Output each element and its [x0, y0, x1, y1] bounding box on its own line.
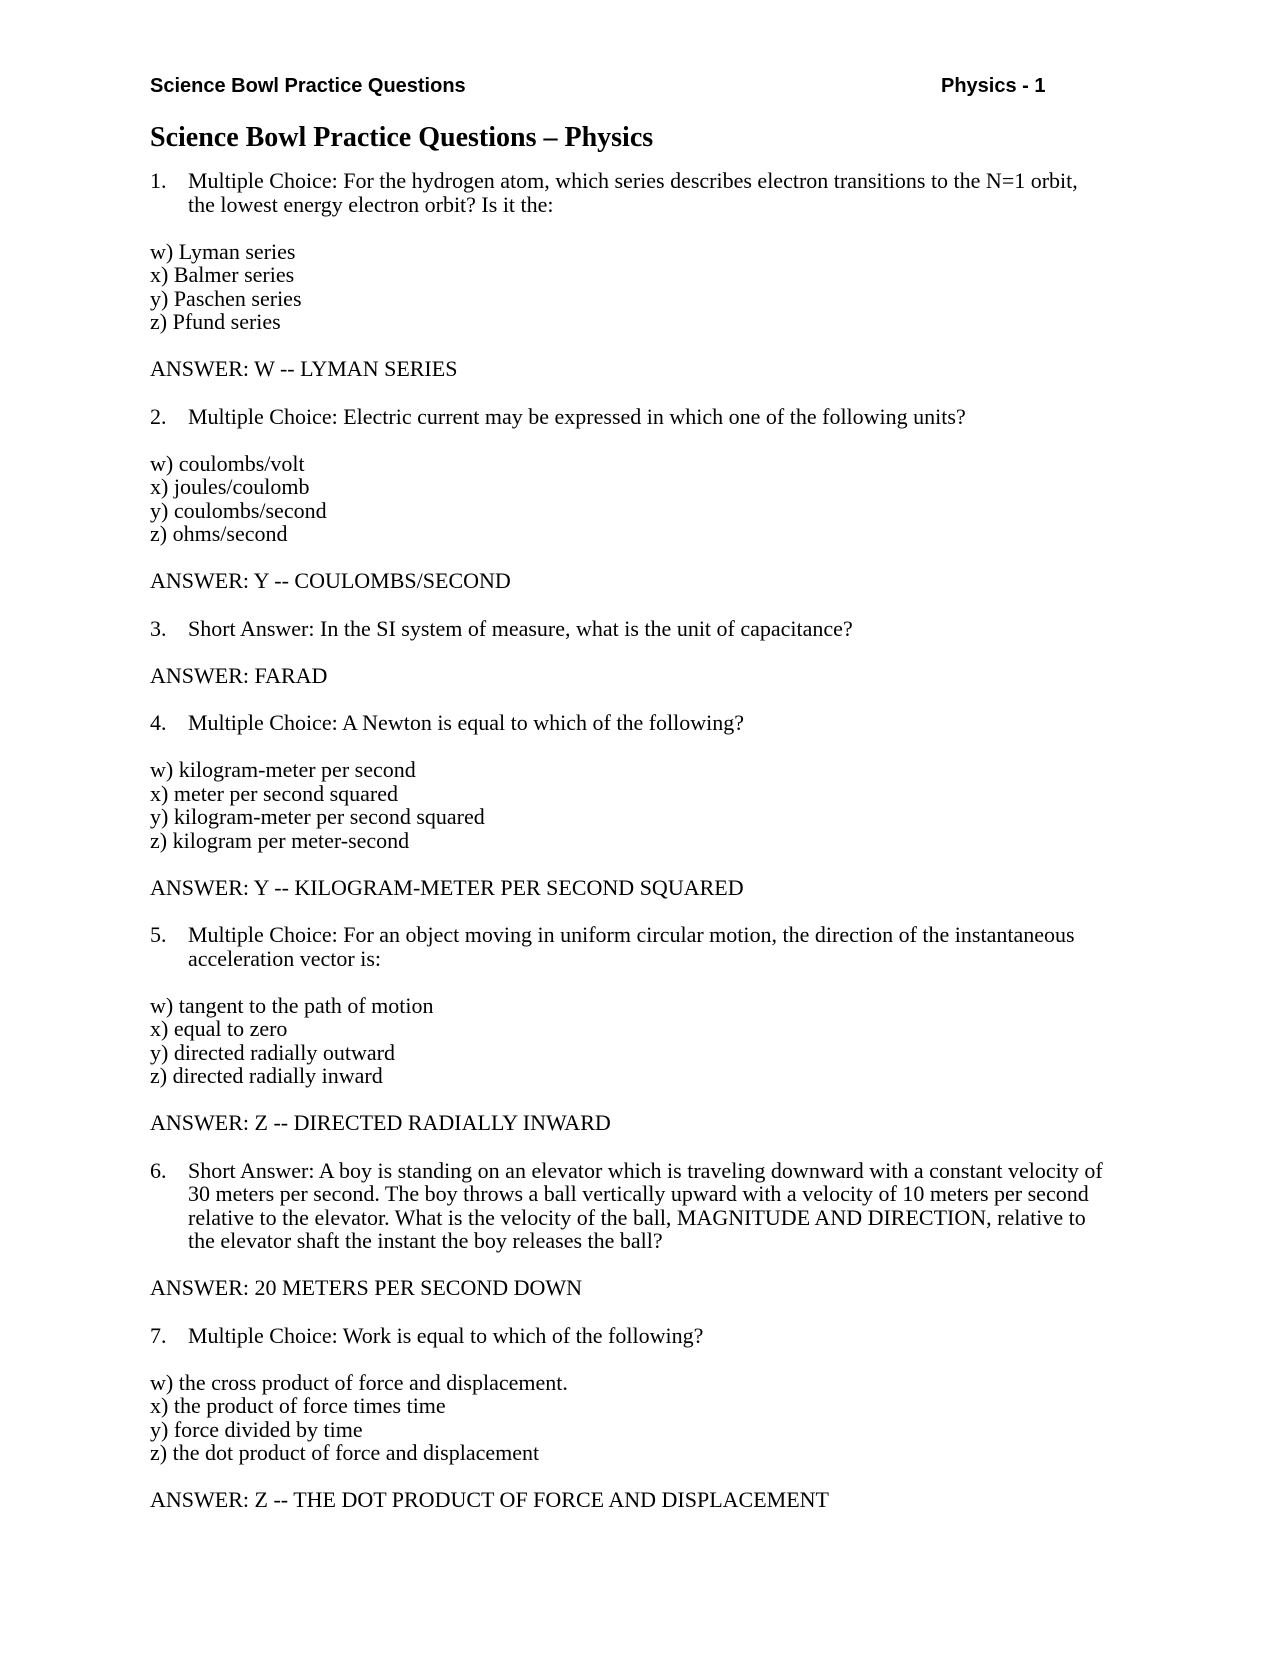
option-z: z) the dot product of force and displacement: [150, 1440, 540, 1465]
answer-line: ANSWER: Y -- KILOGRAM-METER PER SECOND SQUARED: [150, 874, 744, 900]
option-y: y) kilogram-meter per second squared: [150, 804, 485, 829]
option-z: z) kilogram per meter-second: [150, 827, 410, 853]
option-x: x) joules/coulomb: [150, 474, 310, 499]
option-w: w) coulombs/volt: [150, 450, 305, 476]
question-text: Multiple Choice: For an object moving in uniform circular motion, the direction of the instantaneous acceleration vector is:: [188, 922, 1075, 971]
answer-line: ANSWER: Z -- DIRECTED RADIALLY INWARD: [150, 1110, 611, 1135]
question-2: [150, 405, 1110, 429]
option-x: x) the product of force times time: [150, 1393, 446, 1418]
answer-options: [150, 758, 1110, 852]
answer-options: [150, 994, 1110, 1088]
question-text: Multiple Choice: Work is equal to which of the following?: [188, 1322, 704, 1348]
option-w: w) tangent to the path of motion: [150, 992, 434, 1018]
question-number: 4.: [150, 710, 167, 735]
question-6: [150, 1159, 1110, 1253]
option-z: z) Pfund series: [150, 309, 281, 334]
answer-line: ANSWER: Y -- COULOMBS/SECOND: [150, 568, 511, 593]
question-number: 7.: [150, 1322, 167, 1348]
question-4: [150, 711, 1110, 735]
question-5: [150, 923, 1110, 970]
document-body: [150, 121, 1110, 1536]
option-y: y) coulombs/second: [150, 497, 327, 523]
question-1: [150, 169, 1110, 216]
option-w: w) the cross product of force and displacement.: [150, 1369, 568, 1395]
question-number: 2.: [150, 403, 167, 429]
document-title: Science Bowl Practice Questions – Physics: [150, 122, 654, 153]
question-text: Multiple Choice: Electric current may be expressed in which one of the following units?: [188, 403, 966, 429]
answer-line: ANSWER: W -- LYMAN SERIES: [150, 356, 458, 381]
header-section: Physics - 1: [941, 75, 1046, 97]
option-y: y) force divided by time: [150, 1416, 363, 1442]
option-w: w) kilogram-meter per second: [150, 757, 416, 782]
option-y: y) directed radially outward: [150, 1039, 395, 1065]
option-x: x) Balmer series: [150, 262, 295, 287]
question-text: Multiple Choice: A Newton is equal to which of the following?: [188, 710, 745, 735]
question-number: 5.: [150, 922, 167, 947]
option-z: z) directed radially inward: [150, 1063, 383, 1088]
question-number: 1.: [150, 168, 167, 193]
answer-line: ANSWER: Z -- THE DOT PRODUCT OF FORCE AND DISPLACEMENT: [150, 1487, 829, 1512]
question-text: Multiple Choice: For the hydrogen atom, which series describes electron transitions to the N=1 orbit, the lowest energy electron orbit? Is it the:: [188, 168, 1078, 217]
option-x: x) meter per second squared: [150, 780, 399, 806]
answer-options: [150, 1371, 1110, 1465]
question-number: 3.: [150, 615, 167, 641]
question-number: 6.: [150, 1157, 167, 1183]
question-3: [150, 617, 1110, 641]
option-w: w) Lyman series: [150, 238, 296, 264]
option-y: y) Paschen series: [150, 285, 302, 311]
answer-options: [150, 240, 1110, 334]
answer-line: ANSWER: FARAD: [150, 662, 328, 688]
option-x: x) equal to zero: [150, 1016, 288, 1041]
running-header: [150, 75, 1050, 103]
question-text: Short Answer: In the SI system of measure, what is the unit of capacitance?: [188, 615, 853, 641]
header-title: Science Bowl Practice Questions: [150, 75, 466, 97]
option-z: z) ohms/second: [150, 521, 288, 546]
answer-options: [150, 452, 1110, 546]
question-7: [150, 1324, 1110, 1348]
answer-line: ANSWER: 20 METERS PER SECOND DOWN: [150, 1275, 583, 1300]
question-text: Short Answer: A boy is standing on an elevator which is traveling downward with a constant velocity of 30 meters per second. The boy throws a ball vertically upward with a velocity of 10 meters per second relative to the elevator. What is the velocity of the ball, MAGNITUDE AND DIRECTION, relative to the elevator shaft the instant the boy releases the ball?: [188, 1157, 1103, 1253]
